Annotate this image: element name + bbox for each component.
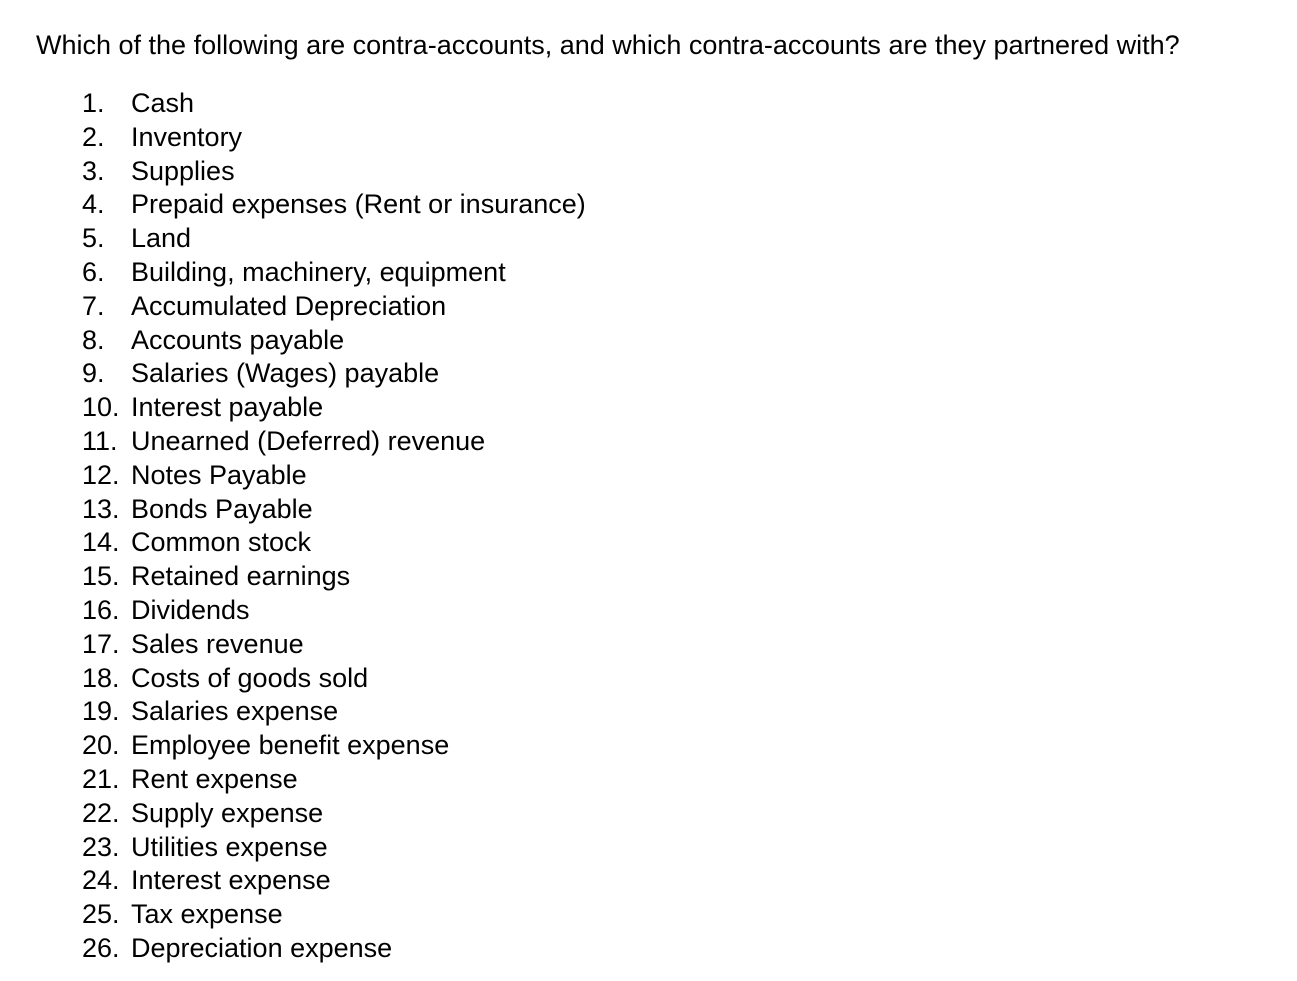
list-item-number: 18. (82, 662, 120, 693)
list-item-label: Building, machinery, equipment (131, 256, 506, 287)
list-item (82, 763, 586, 797)
list-item (82, 121, 586, 155)
list-item (82, 391, 586, 425)
list-item-label: Depreciation expense (131, 932, 393, 963)
list-item (82, 222, 586, 256)
list-item (82, 628, 586, 662)
list-item-number: 7. (82, 290, 105, 321)
list-item-number: 12. (82, 459, 120, 490)
list-item-number: 14. (82, 527, 120, 558)
list-item-number: 9. (82, 358, 105, 389)
list-item-number: 25. (82, 899, 120, 930)
list-item-label: Inventory (131, 121, 243, 152)
list-item-number: 16. (82, 594, 120, 625)
list-item-number: 20. (82, 730, 120, 761)
account-list (82, 87, 586, 966)
list-item-number: 3. (82, 155, 105, 186)
list-item-number: 17. (82, 628, 120, 659)
list-item (82, 898, 586, 932)
list-item-number: 5. (82, 223, 105, 254)
list-item-number: 11. (82, 425, 118, 456)
list-item-label: Supplies (131, 155, 235, 186)
list-item (82, 864, 586, 898)
list-item-label: Bonds Payable (131, 493, 313, 524)
list-item (82, 729, 586, 763)
list-item (82, 594, 586, 628)
list-item-label: Cash (131, 88, 195, 118)
list-item-number: 10. (82, 392, 120, 423)
list-item-label: Costs of goods sold (131, 662, 369, 693)
list-item-number: 15. (82, 561, 120, 592)
list-item-label: Land (131, 223, 192, 254)
list-item (82, 256, 586, 290)
list-item-label: Prepaid expenses (Rent or insurance) (131, 189, 586, 220)
list-item (82, 493, 586, 527)
list-item-label: Interest expense (131, 865, 331, 896)
list-item-label: Unearned (Deferred) revenue (131, 425, 486, 456)
list-item (82, 188, 586, 222)
list-item-label: Retained earnings (131, 561, 351, 592)
list-item (82, 357, 586, 391)
list-item (82, 87, 586, 121)
list-item-label: Dividends (131, 594, 250, 625)
list-item-label: Utilities expense (131, 831, 328, 862)
list-item (82, 324, 586, 358)
list-item-number: 24. (82, 865, 120, 896)
list-item-label: Salaries expense (131, 696, 339, 727)
list-item-label: Tax expense (131, 899, 283, 930)
list-item-number: 13. (82, 493, 120, 524)
list-item-number: 19. (82, 696, 120, 727)
list-item (82, 290, 586, 324)
list-item-number: 26. (82, 932, 120, 963)
list-item-number: 23. (82, 831, 120, 862)
list-item-label: Interest payable (131, 392, 324, 423)
list-item-number: 6. (82, 256, 105, 287)
list-item-label: Notes Payable (131, 459, 307, 490)
list-item-label: Accounts payable (131, 324, 345, 355)
list-item (82, 797, 586, 831)
list-item (82, 662, 586, 696)
list-item-number: 2. (82, 121, 105, 152)
list-item (82, 932, 586, 966)
list-item-number: 22. (82, 797, 120, 828)
list-item-label: Employee benefit expense (131, 730, 450, 761)
list-item (82, 695, 586, 729)
list-item (82, 155, 586, 189)
list-item-label: Accumulated Depreciation (131, 290, 447, 321)
list-item-label: Rent expense (131, 763, 298, 794)
list-item-label: Sales revenue (131, 628, 304, 659)
question-text: Which of the following are contra-accounts, and which contra-accounts are they partnered with? (36, 30, 1180, 60)
list-item-label: Common stock (131, 527, 312, 558)
list-item (82, 831, 586, 865)
list-item-number: 8. (82, 324, 105, 355)
list-item-number: 1. (82, 88, 105, 118)
list-item-label: Supply expense (131, 797, 324, 828)
list-item (82, 560, 586, 594)
list-item-label: Salaries (Wages) payable (131, 358, 440, 389)
list-item-number: 4. (82, 189, 105, 220)
list-item (82, 425, 586, 459)
list-item (82, 459, 586, 493)
list-item-number: 21. (82, 763, 120, 794)
list-item (82, 526, 586, 560)
